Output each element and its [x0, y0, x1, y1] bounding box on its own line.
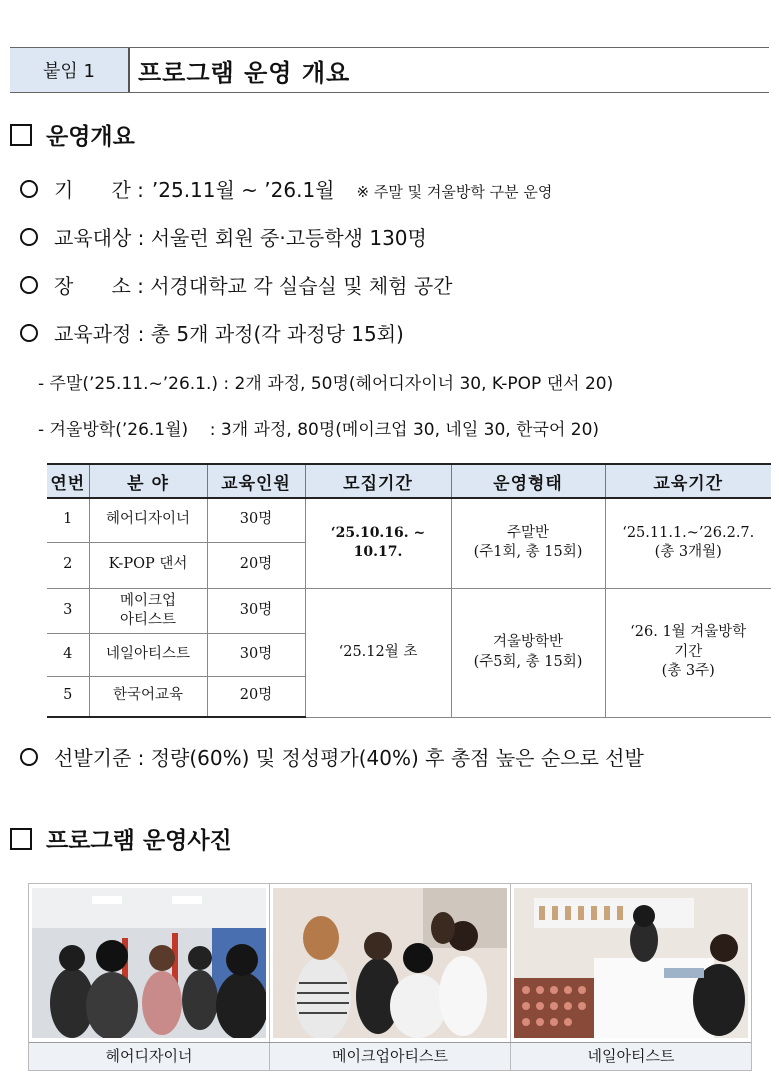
- count-cell: 20명: [207, 542, 305, 588]
- checkbox-square-icon: [10, 124, 32, 146]
- row-number: 2: [47, 542, 89, 588]
- circle-bullet-icon: [20, 276, 38, 294]
- row-number: 3: [47, 588, 89, 633]
- photo-makeup: [270, 884, 511, 1042]
- count-cell: 30명: [207, 588, 305, 633]
- recruit-period-cell: ‘25.12월 초: [305, 588, 451, 717]
- bullet-target: [20, 222, 427, 251]
- makeup-class-photo: [273, 888, 507, 1038]
- caption-makeup: 메이크업아티스트: [270, 1043, 511, 1070]
- attachment-tag: 붙임 1: [10, 48, 130, 92]
- photo-nail: [511, 884, 751, 1042]
- header-cell: 연번: [47, 464, 89, 498]
- header-cell: 교육기간: [605, 464, 771, 498]
- row-number: 1: [47, 498, 89, 542]
- edu-period-cell: ‘26. 1월 겨울방학 기간 (총 3주): [605, 588, 771, 717]
- table-row: [47, 588, 771, 633]
- header-cell: 운영형태: [451, 464, 605, 498]
- row-number: 4: [47, 633, 89, 676]
- count-cell: 20명: [207, 676, 305, 717]
- field-cell: K-POP 댄서: [89, 542, 207, 588]
- program-table: [47, 463, 771, 718]
- attachment-header: [10, 47, 769, 93]
- header-cell: 교육인원: [207, 464, 305, 498]
- period-label: 기 간 :: [54, 178, 144, 202]
- section-title: 프로그램 운영사진: [46, 828, 232, 854]
- header-cell: 모집기간: [305, 464, 451, 498]
- target-text: 교육대상 : 서울런 회원 중·고등학생 130명: [54, 226, 427, 250]
- operation-type-cell: 주말반 (주1회, 총 15회): [451, 498, 605, 588]
- page-title: 프로그램 운영 개요: [138, 58, 351, 87]
- field-cell: 한국어교육: [89, 676, 207, 717]
- field-cell: 헤어디자이너: [89, 498, 207, 542]
- sub-weekend: - 주말(’25.11.~’26.1.) : 2개 과정, 50명(헤어디자이너 30, K-POP 댄서 20): [38, 374, 614, 394]
- caption-nail: 네일아티스트: [587, 1047, 675, 1065]
- hair-class-photo: [32, 888, 266, 1038]
- section-heading-photos: [10, 822, 232, 855]
- field-cell: 네일아티스트: [89, 633, 207, 676]
- photo-table: [28, 883, 752, 1071]
- caption-hair: 헤어디자이너: [29, 1043, 270, 1070]
- photo-hair: [29, 884, 270, 1042]
- field-cell: 메이크업 아티스트: [89, 588, 207, 633]
- count-cell: 30명: [207, 498, 305, 542]
- bullet-selection: [20, 742, 644, 771]
- circle-bullet-icon: [20, 228, 38, 246]
- place-text: 장 소 : 서경대학교 각 실습실 및 체험 공간: [54, 274, 453, 298]
- period-note: ※ 주말 및 겨울방학 구분 운영: [356, 183, 553, 201]
- header-cell: 분 야: [89, 464, 207, 498]
- bullet-period: [20, 174, 552, 203]
- edu-period-cell: ‘25.11.1.~’26.2.7. (총 3개월): [605, 498, 771, 588]
- period-value: ’25.11월 ~ ’26.1월: [151, 178, 335, 202]
- section-heading-overview: [10, 118, 135, 151]
- circle-bullet-icon: [20, 324, 38, 342]
- photo-captions: [29, 1042, 751, 1070]
- bullet-place: [20, 270, 453, 299]
- operation-type-cell: 겨울방학반 (주5회, 총 15회): [451, 588, 605, 717]
- table-row: [47, 498, 771, 542]
- count-cell: 30명: [207, 633, 305, 676]
- bullet-course: [20, 318, 404, 347]
- circle-bullet-icon: [20, 180, 38, 198]
- checkbox-square-icon: [10, 828, 32, 850]
- recruit-period-cell: ‘25.10.16. ~ 10.17.: [305, 498, 451, 588]
- section-title: 운영개요: [46, 124, 135, 150]
- row-number: 5: [47, 676, 89, 717]
- nail-class-photo: [514, 888, 748, 1038]
- course-text: 교육과정 : 총 5개 과정(각 과정당 15회): [54, 322, 404, 346]
- sub-winter: - 겨울방학(’26.1월) : 3개 과정, 80명(메이크업 30, 네일 30, 한국어 20): [38, 420, 600, 440]
- circle-bullet-icon: [20, 748, 38, 766]
- selection-text: 선발기준 : 정량(60%) 및 정성평가(40%) 후 총점 높은 순으로 선발: [54, 746, 644, 770]
